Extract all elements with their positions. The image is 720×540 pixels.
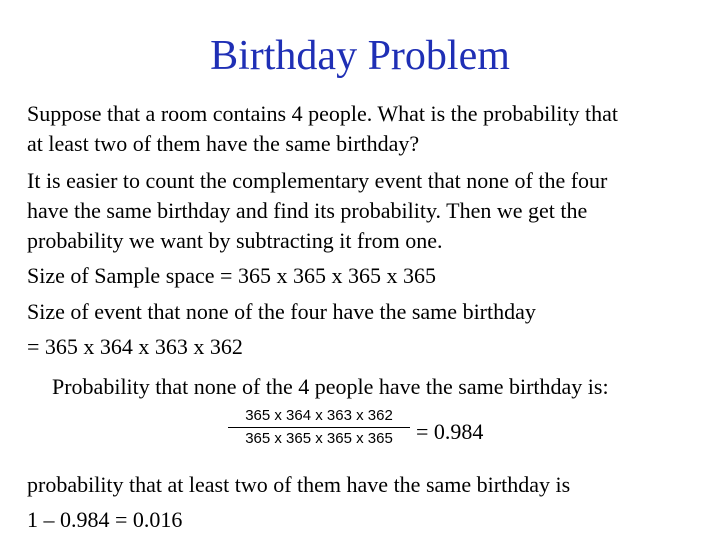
approach-line-2: have the same birthday and find its probability. Then we get the — [27, 198, 588, 223]
sample-space-line: Size of Sample space = 365 x 365 x 365 x 365 — [27, 263, 436, 288]
conclusion-line-2: 1 – 0.984 = 0.016 — [27, 507, 183, 532]
event-size-value: = 365 x 364 x 363 x 362 — [27, 334, 243, 359]
conclusion-line-1: probability that at least two of them have the same birthday is — [27, 472, 571, 497]
probability-none-label: Probability that none of the 4 people have the same birthday is: — [52, 374, 609, 399]
approach-line-1: It is easier to count the complementary event that none of the four — [27, 168, 608, 193]
slide-title: Birthday Problem — [210, 33, 510, 79]
fraction-numerator: 365 x 364 x 363 x 362 — [245, 407, 393, 424]
fraction-result: = 0.984 — [416, 419, 484, 444]
fraction-denominator: 365 x 365 x 365 x 365 — [245, 430, 393, 447]
question-line-1: Suppose that a room contains 4 people. What is the probability that — [27, 101, 619, 126]
probability-fraction — [228, 406, 410, 449]
question-line-2: at least two of them have the same birthday? — [27, 131, 420, 156]
event-size-line: Size of event that none of the four have the same birthday — [27, 299, 536, 324]
approach-line-3: probability we want by subtracting it from one. — [27, 228, 443, 253]
fraction-bar — [228, 427, 410, 428]
